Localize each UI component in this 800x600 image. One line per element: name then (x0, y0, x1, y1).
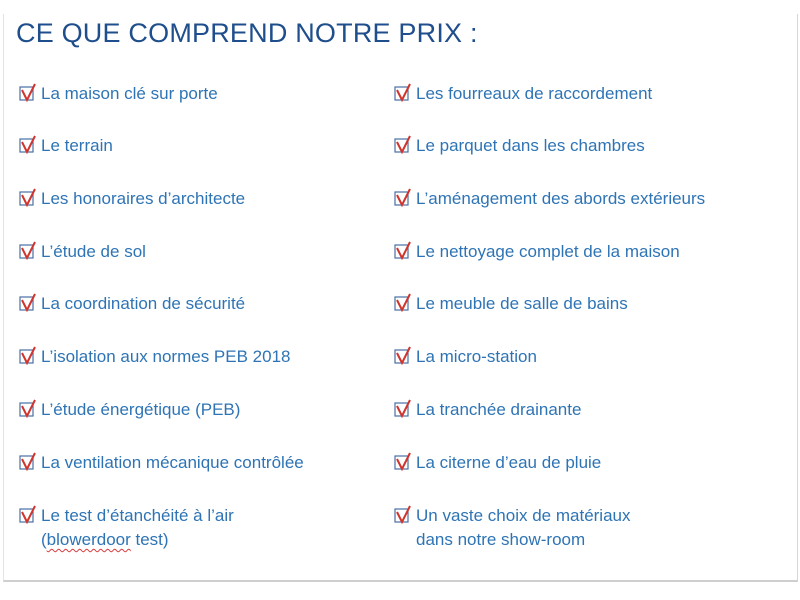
checkbox-check-icon (393, 293, 413, 313)
list-item (18, 504, 234, 552)
list-item-label: Les fourreaux de raccordement (416, 84, 653, 103)
checkbox-check-icon (393, 241, 413, 261)
checkbox-check-icon (18, 452, 38, 472)
list-item-label: L’aménagement des abords extérieurs (416, 189, 706, 208)
list-item-label: Le meuble de salle de bains (416, 294, 628, 313)
list-item (18, 82, 218, 106)
list-item (393, 398, 581, 422)
list-item (18, 134, 113, 158)
list-item (393, 82, 652, 106)
checkbox-check-icon (393, 452, 413, 472)
checkbox-check-icon (18, 346, 38, 366)
list-item (18, 240, 146, 264)
checkbox-check-icon (393, 135, 413, 155)
list-item-label: Le test d’étanchéité à l’air (41, 506, 234, 525)
list-item (393, 504, 631, 552)
list-item-label: Le nettoyage complet de la maison (416, 242, 680, 261)
checkbox-check-icon (18, 293, 38, 313)
list-item-label: La micro-station (416, 347, 537, 366)
paren-open: ( (41, 530, 47, 549)
checkbox-check-icon (18, 135, 38, 155)
list-item-label: Les honoraires d’architecte (41, 189, 246, 208)
checkbox-check-icon (393, 399, 413, 419)
list-item-label: Un vaste choix de matériaux (416, 506, 631, 525)
checkbox-check-icon (393, 188, 413, 208)
list-item (393, 345, 537, 369)
checkbox-check-icon (18, 505, 38, 525)
list-item-label: L’étude énergétique (PEB) (41, 400, 241, 419)
checkbox-check-icon (393, 346, 413, 366)
list-item-label: La ventilation mécanique contrôlée (41, 453, 304, 472)
list-item (393, 134, 645, 158)
spellcheck-word: blowerdoor (46, 530, 131, 549)
list-item (18, 187, 245, 211)
list-item-label: La maison clé sur porte (41, 84, 218, 103)
list-item-label: La coordination de sécurité (41, 294, 246, 313)
list-item (18, 398, 240, 422)
checkbox-check-icon (18, 399, 38, 419)
list-item (393, 451, 601, 475)
list-item (18, 345, 291, 369)
list-item-label: La tranchée drainante (416, 400, 582, 419)
checkbox-check-icon (393, 505, 413, 525)
list-item-label: L’étude de sol (41, 242, 146, 261)
checkbox-check-icon (18, 188, 38, 208)
page-title: CE QUE COMPREND NOTRE PRIX : (16, 18, 478, 48)
list-item-label: Le parquet dans les chambres (416, 136, 645, 155)
paren-close-text: test) (130, 530, 169, 549)
list-item-label-line2: dans notre show-room (416, 530, 586, 549)
checkbox-check-icon (393, 83, 413, 103)
list-item (393, 292, 628, 316)
list-item-label: Le terrain (41, 136, 113, 155)
list-item-label: L’isolation aux normes PEB 2018 (41, 347, 291, 366)
list-item (18, 451, 304, 475)
list-item-label: La citerne d’eau de pluie (416, 453, 602, 472)
checkbox-check-icon (18, 241, 38, 261)
list-item (393, 187, 705, 211)
list-item (18, 292, 245, 316)
checkbox-check-icon (18, 83, 38, 103)
list-item (393, 240, 680, 264)
list-item-label-line2 (41, 528, 234, 552)
